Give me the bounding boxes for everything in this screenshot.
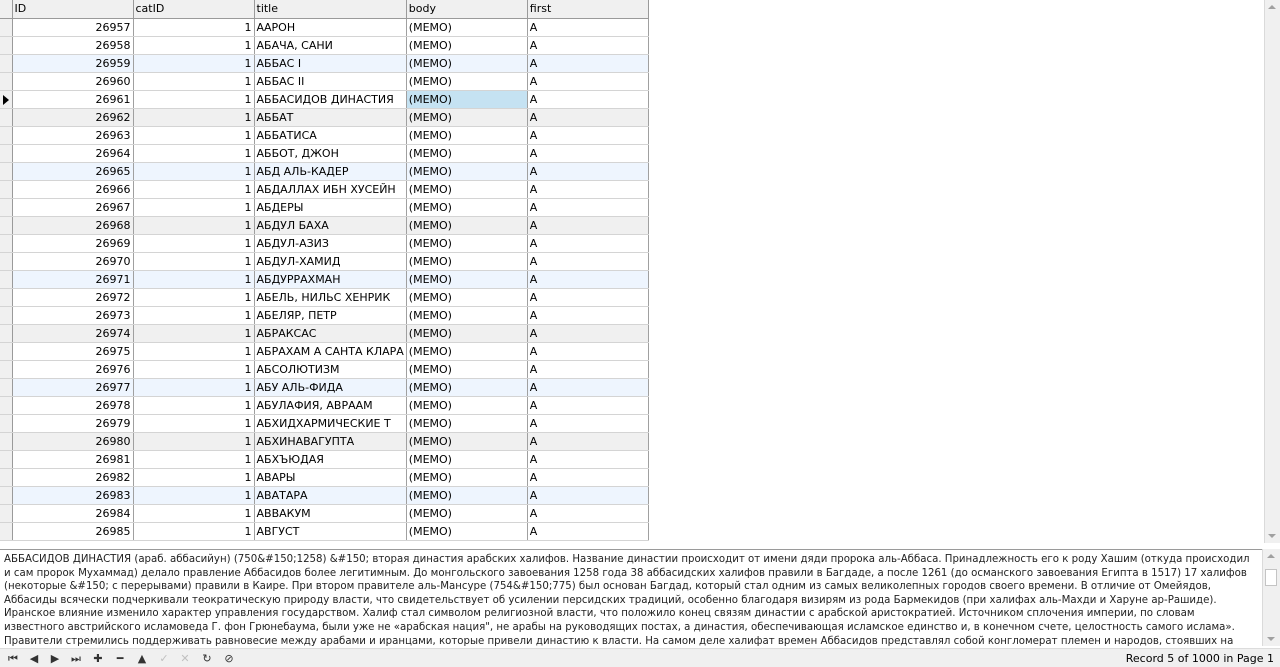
title-cell[interactable]: АБДУЛ-АЗИЗ [254,234,406,252]
body-cell[interactable]: (MEMO) [406,180,527,198]
first-cell[interactable]: A [527,144,648,162]
body-cell[interactable]: (MEMO) [406,234,527,252]
first-cell[interactable]: A [527,504,648,522]
title-cell[interactable]: АБРАКСАС [254,324,406,342]
table-row[interactable] [0,522,648,540]
column-header-first[interactable]: first [527,0,648,18]
title-cell[interactable]: АБХИНАВАГУПТА [254,432,406,450]
table-row[interactable] [0,126,648,144]
catid-cell[interactable]: 1 [133,18,254,36]
catid-cell[interactable]: 1 [133,486,254,504]
first-cell[interactable]: A [527,396,648,414]
first-cell[interactable]: A [527,180,648,198]
id-cell[interactable]: 26960 [12,72,133,90]
id-cell[interactable]: 26980 [12,432,133,450]
table-row[interactable] [0,180,648,198]
memo-scroll-up-icon[interactable] [1267,554,1275,558]
row-indicator[interactable] [0,468,12,486]
records-table [0,0,649,541]
row-indicator[interactable] [0,108,12,126]
body-cell[interactable]: (MEMO) [406,324,527,342]
table-row[interactable] [0,360,648,378]
table-row[interactable] [0,306,648,324]
first-record-button[interactable]: ⏮ [8,652,18,665]
first-cell[interactable]: A [527,108,648,126]
grid-vertical-scrollbar[interactable] [1264,0,1280,543]
first-cell[interactable]: A [527,450,648,468]
row-indicator[interactable] [0,288,12,306]
body-cell[interactable]: (MEMO) [406,486,527,504]
body-cell[interactable]: (MEMO) [406,108,527,126]
insert-record-button[interactable]: ✚ [93,652,103,665]
edit-record-button[interactable]: ▲ [137,652,147,665]
id-cell[interactable]: 26965 [12,162,133,180]
body-cell[interactable]: (MEMO) [406,378,527,396]
table-row[interactable] [0,90,648,108]
last-record-button[interactable]: ⏭ [71,652,81,665]
catid-cell[interactable]: 1 [133,414,254,432]
clear-button[interactable]: ⊘ [224,652,234,665]
first-cell[interactable]: A [527,288,648,306]
id-cell[interactable]: 26968 [12,216,133,234]
record-status: Record 5 of 1000 in Page 1 [1125,652,1274,665]
scroll-up-icon[interactable] [1268,5,1276,9]
id-cell[interactable]: 26970 [12,252,133,270]
catid-cell[interactable]: 1 [133,270,254,288]
row-indicator[interactable] [0,270,12,288]
id-cell[interactable]: 26957 [12,18,133,36]
title-cell[interactable]: АБАЧА, САНИ [254,36,406,54]
post-edit-button[interactable]: ✓ [159,652,169,665]
body-cell[interactable]: (MEMO) [406,36,527,54]
id-cell[interactable]: 26978 [12,396,133,414]
row-indicator[interactable] [0,18,12,36]
title-cell[interactable]: АВВАКУМ [254,504,406,522]
table-row[interactable] [0,270,648,288]
id-cell[interactable]: 26982 [12,468,133,486]
id-cell[interactable]: 26973 [12,306,133,324]
body-cell[interactable]: (MEMO) [406,396,527,414]
id-cell[interactable]: 26966 [12,180,133,198]
table-row[interactable] [0,162,648,180]
row-indicator[interactable] [0,252,12,270]
column-header-title[interactable]: title [254,0,406,18]
title-cell[interactable]: АББАС II [254,72,406,90]
id-cell[interactable]: 26961 [12,90,133,108]
title-cell[interactable]: ААРОН [254,18,406,36]
row-indicator[interactable] [0,216,12,234]
first-cell[interactable]: A [527,432,648,450]
id-cell[interactable]: 26976 [12,360,133,378]
body-cell[interactable]: (MEMO) [406,468,527,486]
body-cell[interactable]: (MEMO) [406,216,527,234]
body-cell[interactable]: (MEMO) [406,18,527,36]
grid-body [0,18,648,540]
table-row[interactable] [0,144,648,162]
id-cell[interactable]: 26964 [12,144,133,162]
catid-cell[interactable]: 1 [133,522,254,540]
table-row[interactable] [0,72,648,90]
catid-cell[interactable]: 1 [133,468,254,486]
catid-cell[interactable]: 1 [133,396,254,414]
row-indicator[interactable] [0,162,12,180]
row-indicator[interactable] [0,432,12,450]
first-cell[interactable]: A [527,468,648,486]
catid-cell[interactable]: 1 [133,378,254,396]
title-cell[interactable]: АБДУРРАХМАН [254,270,406,288]
title-cell[interactable]: АБУ АЛЬ-ФИДА [254,378,406,396]
table-row[interactable] [0,108,648,126]
title-cell[interactable]: АБЕЛЯР, ПЕТР [254,306,406,324]
first-cell[interactable]: A [527,90,648,108]
row-indicator[interactable] [0,342,12,360]
title-cell[interactable]: АБУЛАФИЯ, АВРААМ [254,396,406,414]
title-cell[interactable]: АБДУЛ-ХАМИД [254,252,406,270]
table-row[interactable] [0,504,648,522]
first-cell[interactable]: A [527,54,648,72]
title-cell[interactable]: АББАТИСА [254,126,406,144]
first-cell[interactable]: A [527,486,648,504]
header-corner [0,0,12,18]
title-cell[interactable]: АВАТАРА [254,486,406,504]
first-cell[interactable]: A [527,162,648,180]
first-cell[interactable]: A [527,72,648,90]
row-indicator[interactable] [0,198,12,216]
cancel-edit-button[interactable]: ✕ [180,652,190,665]
title-cell[interactable]: АБДАЛЛАХ ИБН ХУСЕЙН [254,180,406,198]
row-indicator[interactable] [0,36,12,54]
id-cell[interactable]: 26985 [12,522,133,540]
table-row[interactable] [0,342,648,360]
table-row[interactable] [0,18,648,36]
row-indicator[interactable] [0,72,12,90]
body-cell[interactable]: (MEMO) [406,198,527,216]
title-cell[interactable]: АБХИДХАРМИЧЕСКИЕ Т [254,414,406,432]
refresh-button[interactable]: ↻ [202,652,212,665]
body-cell[interactable]: (MEMO) [406,144,527,162]
row-indicator[interactable] [0,486,12,504]
scroll-down-icon[interactable] [1268,534,1276,538]
id-cell[interactable]: 26969 [12,234,133,252]
id-cell[interactable]: 26975 [12,342,133,360]
title-cell[interactable]: АБЕЛЬ, НИЛЬС ХЕНРИК [254,288,406,306]
catid-cell[interactable]: 1 [133,432,254,450]
id-cell[interactable]: 26972 [12,288,133,306]
title-cell[interactable]: АБСОЛЮТИЗМ [254,360,406,378]
first-cell[interactable]: A [527,360,648,378]
catid-cell[interactable]: 1 [133,234,254,252]
row-indicator[interactable] [0,54,12,72]
first-cell[interactable]: A [527,306,648,324]
first-cell[interactable]: A [527,270,648,288]
id-cell[interactable]: 26962 [12,108,133,126]
first-cell[interactable]: A [527,18,648,36]
catid-cell[interactable]: 1 [133,54,254,72]
id-cell[interactable]: 26971 [12,270,133,288]
body-cell[interactable]: (MEMO) [406,90,527,108]
table-row[interactable] [0,54,648,72]
title-cell[interactable]: АБДЕРЫ [254,198,406,216]
id-cell[interactable]: 26959 [12,54,133,72]
id-cell[interactable]: 26958 [12,36,133,54]
row-indicator[interactable] [0,126,12,144]
body-cell[interactable]: (MEMO) [406,72,527,90]
header-row [0,0,648,18]
first-cell[interactable]: A [527,198,648,216]
row-indicator[interactable] [0,324,12,342]
db-navigator [0,648,1280,667]
id-cell[interactable]: 26984 [12,504,133,522]
first-cell[interactable]: A [527,126,648,144]
table-row[interactable] [0,396,648,414]
memo-scroll-thumb[interactable] [1265,569,1277,586]
catid-cell[interactable]: 1 [133,252,254,270]
catid-cell[interactable]: 1 [133,126,254,144]
title-cell[interactable]: АБРАХАМ А САНТА КЛАРА [254,342,406,360]
delete-record-button[interactable]: ━ [116,652,124,665]
id-cell[interactable]: 26963 [12,126,133,144]
memo-scroll-down-icon[interactable] [1267,637,1275,641]
catid-cell[interactable]: 1 [133,144,254,162]
memo-field[interactable] [0,549,1262,646]
catid-cell[interactable]: 1 [133,288,254,306]
body-cell[interactable]: (MEMO) [406,270,527,288]
first-cell[interactable]: A [527,324,648,342]
catid-cell[interactable]: 1 [133,360,254,378]
title-cell[interactable]: АБДУЛ БАХА [254,216,406,234]
body-cell[interactable]: (MEMO) [406,54,527,72]
first-cell[interactable]: A [527,234,648,252]
table-row[interactable] [0,378,648,396]
body-cell[interactable]: (MEMO) [406,414,527,432]
first-cell[interactable]: A [527,414,648,432]
current-row-arrow-icon [3,95,9,105]
id-cell[interactable]: 26981 [12,450,133,468]
title-cell[interactable]: АВАРЫ [254,468,406,486]
first-cell[interactable]: A [527,522,648,540]
body-cell[interactable]: (MEMO) [406,252,527,270]
first-cell[interactable]: A [527,342,648,360]
table-row[interactable] [0,414,648,432]
row-indicator[interactable] [0,90,12,108]
body-cell[interactable]: (MEMO) [406,450,527,468]
body-cell[interactable]: (MEMO) [406,504,527,522]
title-cell[interactable]: АББАС I [254,54,406,72]
table-row[interactable] [0,234,648,252]
row-indicator[interactable] [0,522,12,540]
id-cell[interactable]: 26979 [12,414,133,432]
body-cell[interactable]: (MEMO) [406,306,527,324]
catid-cell[interactable]: 1 [133,90,254,108]
next-record-button[interactable]: ▶ [50,652,60,665]
title-cell[interactable]: АББАТ [254,108,406,126]
column-header-body[interactable]: body [406,0,527,18]
row-indicator[interactable] [0,306,12,324]
row-indicator[interactable] [0,504,12,522]
catid-cell[interactable]: 1 [133,342,254,360]
catid-cell[interactable]: 1 [133,108,254,126]
first-cell[interactable]: A [527,252,648,270]
column-header-id[interactable]: ID [12,0,133,18]
catid-cell[interactable]: 1 [133,450,254,468]
catid-cell[interactable]: 1 [133,198,254,216]
body-cell[interactable]: (MEMO) [406,522,527,540]
table-row[interactable] [0,216,648,234]
catid-cell[interactable]: 1 [133,36,254,54]
title-cell[interactable]: АБД АЛЬ-КАДЕР [254,162,406,180]
memo-vertical-scrollbar[interactable] [1262,549,1280,646]
catid-cell[interactable]: 1 [133,504,254,522]
id-cell[interactable]: 26967 [12,198,133,216]
first-cell[interactable]: A [527,378,648,396]
column-header-catid[interactable]: catID [133,0,254,18]
table-row[interactable] [0,288,648,306]
row-indicator[interactable] [0,414,12,432]
table-row[interactable] [0,432,648,450]
body-cell[interactable]: (MEMO) [406,126,527,144]
body-cell[interactable]: (MEMO) [406,342,527,360]
catid-cell[interactable]: 1 [133,72,254,90]
memo-text: АББАСИДОВ ДИНАСТИЯ (араб. аббасийун) (750&#150;1258) &#150; вторая династия арабских халифов. Название династии происходит от имени дяди пророка аль-Аббаса. Принадлежность его к роду Хашим (откуда происходил и сам пророк Мухаммад) делало правление Аббасидов более легитимным. До монгольского завоевания 1258 года 38 аббасидских халифов правили в Багдаде, а после 1261 (до османского завоевания Египта в 1517) 17 халифов (некоторые &#150; с перерывами) правили в Каире. При втором правителе аль-Мансуре (754&#150;775) был основан Багдад, который стал одним из самых великолепных городов своего времени. В отличие от Омейядов, Аббасиды всячески подчеркивали теократическую природу власти, что свидетельствует об усилении персидских традиций, особенно благодаря визирям из рода Бармекидов (при халифах аль-Махди и Харуне ар-Рашиде). Иранское влияние изменило характер управления государством. Халиф стал символом религиозной власти, что положило конец связям династии с арабской аристократией. Источником сплочения империи, по словам известного австрийского исламоведа Г. фон Грюнебаума, были уже не «арабская нация", не арабы на руководящих постах, а династия, обеспечивающая исламское единство и, в конечном счете, целостность самого ислама». Правители стремились поддерживать равновесие между арабами и иранцами, которые привели династию к власти. На самом деле халифат времен Аббасидов представлял собой конгломерат племен и народов, стоявших на [4,554,1250,646]
row-indicator[interactable] [0,234,12,252]
catid-cell[interactable]: 1 [133,324,254,342]
catid-cell[interactable]: 1 [133,216,254,234]
prior-record-button[interactable]: ◀ [29,652,39,665]
body-cell[interactable]: (MEMO) [406,432,527,450]
body-cell[interactable]: (MEMO) [406,288,527,306]
id-cell[interactable]: 26983 [12,486,133,504]
title-cell[interactable]: АББАСИДОВ ДИНАСТИЯ [254,90,406,108]
table-row[interactable] [0,198,648,216]
row-indicator[interactable] [0,378,12,396]
table-row[interactable] [0,486,648,504]
row-indicator[interactable] [0,144,12,162]
catid-cell[interactable]: 1 [133,306,254,324]
body-cell[interactable]: (MEMO) [406,162,527,180]
first-cell[interactable]: A [527,36,648,54]
table-row[interactable] [0,252,648,270]
row-indicator[interactable] [0,180,12,198]
title-cell[interactable]: АБХЪЮДАЯ [254,450,406,468]
table-row[interactable] [0,324,648,342]
id-cell[interactable]: 26977 [12,378,133,396]
row-indicator[interactable] [0,360,12,378]
first-cell[interactable]: A [527,216,648,234]
title-cell[interactable]: АББОТ, ДЖОН [254,144,406,162]
id-cell[interactable]: 26974 [12,324,133,342]
table-row[interactable] [0,36,648,54]
row-indicator[interactable] [0,450,12,468]
table-row[interactable] [0,468,648,486]
catid-cell[interactable]: 1 [133,180,254,198]
table-row[interactable] [0,450,648,468]
body-cell[interactable]: (MEMO) [406,360,527,378]
catid-cell[interactable]: 1 [133,162,254,180]
title-cell[interactable]: АВГУСТ [254,522,406,540]
row-indicator[interactable] [0,396,12,414]
